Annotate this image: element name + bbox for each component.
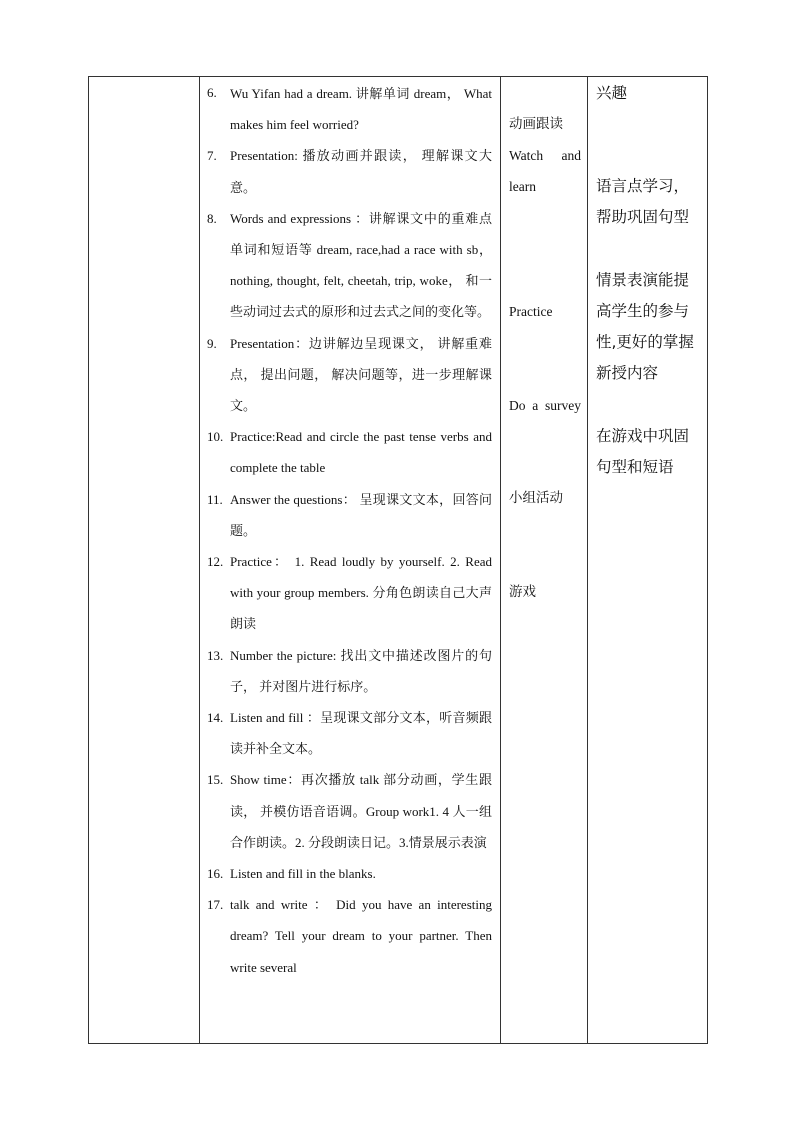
list-item: 12. Practice： 1. Read loudly by yourself. 2. Read with your group members. 分角色朗读自己大声朗读 [207, 554, 492, 632]
step-text: Words and expressions ：讲解课文中的重难点单词和短语等 dream, race,had a race with sb， nothing, thought, felt, cheetah, trip, woke， 和一些动词过去式的原形和过去式之间的变化等。 [230, 210, 492, 320]
purpose-game: 在游戏中巩固句型和短语 [596, 427, 690, 476]
list-item: 13. Number the picture: 找出文中描述改图片的句子， 并对图片进行标序。 [207, 647, 492, 694]
list-item: 16. Listen and fill in the blanks. [207, 866, 376, 882]
activity-do-survey: Do a survey [509, 398, 581, 413]
purpose-cell [588, 77, 708, 1044]
step-text: Answer the questions： 呈现课文文本，回答问题。 [230, 491, 492, 538]
activity-watch-learn: Watch and learn [509, 148, 581, 194]
step-text: Practice:Read and circle the past tense verbs and complete the table [230, 429, 492, 476]
table-row [89, 77, 708, 1044]
purpose-language-points: 语言点学习，帮助巩固句型 [596, 177, 690, 226]
list-item: 8. Words and expressions ：讲解课文中的重难点单词和短语等 dream, race,had a race with sb， nothing, thought, felt, cheetah, trip, woke， 和一些动词过去式的原形和过去式之间的变化等。 [207, 210, 492, 320]
step-text: Practice： 1. Read loudly by yourself. 2. Read with your group members. 分角色朗读自己大声朗读 [230, 554, 492, 632]
list-item: 10. Practice:Read and circle the past tense verbs and complete the table [207, 429, 492, 476]
purpose-role-play: 情景表演能提高学生的参与性,更好的掌握新授内容 [596, 271, 694, 382]
list-item: 7. Presentation: 播放动画并跟读， 理解课文大意。 [207, 148, 492, 195]
step-text: Number the picture: 找出文中描述改图片的句子， 并对图片进行标序。 [230, 647, 492, 694]
step-text: talk and write ： Did you have an interesting dream? Tell your dream to your partner. Then write several [230, 897, 492, 975]
list-item: 11. Answer the questions： 呈现课文文本，回答问题。 [207, 491, 492, 538]
step-text: Presentation: 播放动画并跟读， 理解课文大意。 [230, 148, 492, 195]
step-text: Listen and fill ：呈现课文部分文本，听音频跟读并补全文本。 [230, 710, 492, 757]
purpose-interest: 兴趣 [596, 84, 628, 102]
step-text: Presentation：边讲解边呈现课文， 讲解重难点， 提出问题， 解决问题等，进一步理解课文。 [230, 335, 492, 414]
list-item: 15. Show time：再次播放 talk 部分动画，学生跟读， 并模仿语音语调。Group work1. 4 人一组合作朗读。2. 分段朗读日记。3.情景展示表演 [207, 772, 492, 850]
list-item: 9. Presentation：边讲解边呈现课文， 讲解重难点， 提出问题， 解决问题等，进一步理解课文。 [207, 335, 492, 414]
activity-group: 小组活动 [509, 490, 563, 506]
lesson-plan-table [88, 76, 708, 1044]
steps-list [200, 77, 500, 983]
activity-animation-read: 动画跟读 [509, 116, 563, 132]
activities-cell [501, 77, 588, 1044]
activity-game: 游戏 [509, 584, 536, 600]
stage-cell [89, 77, 200, 1044]
activity-practice: Practice [509, 304, 553, 319]
step-text: Wu Yifan had a dream. 讲解单词 dream， What makes him feel worried? [230, 86, 492, 133]
list-item: 17. talk and write ： Did you have an interesting dream? Tell your dream to your partner. Then write several [207, 897, 492, 975]
list-item: 6. Wu Yifan had a dream. 讲解单词 dream， What makes him feel worried? [207, 85, 492, 133]
list-item: 14. Listen and fill ：呈现课文部分文本，听音频跟读并补全文本。 [207, 710, 492, 757]
step-text: Show time：再次播放 talk 部分动画，学生跟读， 并模仿语音语调。Group work1. 4 人一组合作朗读。2. 分段朗读日记。3.情景展示表演 [230, 772, 492, 850]
steps-cell [200, 77, 501, 1044]
step-text: Listen and fill in the blanks. [230, 866, 376, 882]
